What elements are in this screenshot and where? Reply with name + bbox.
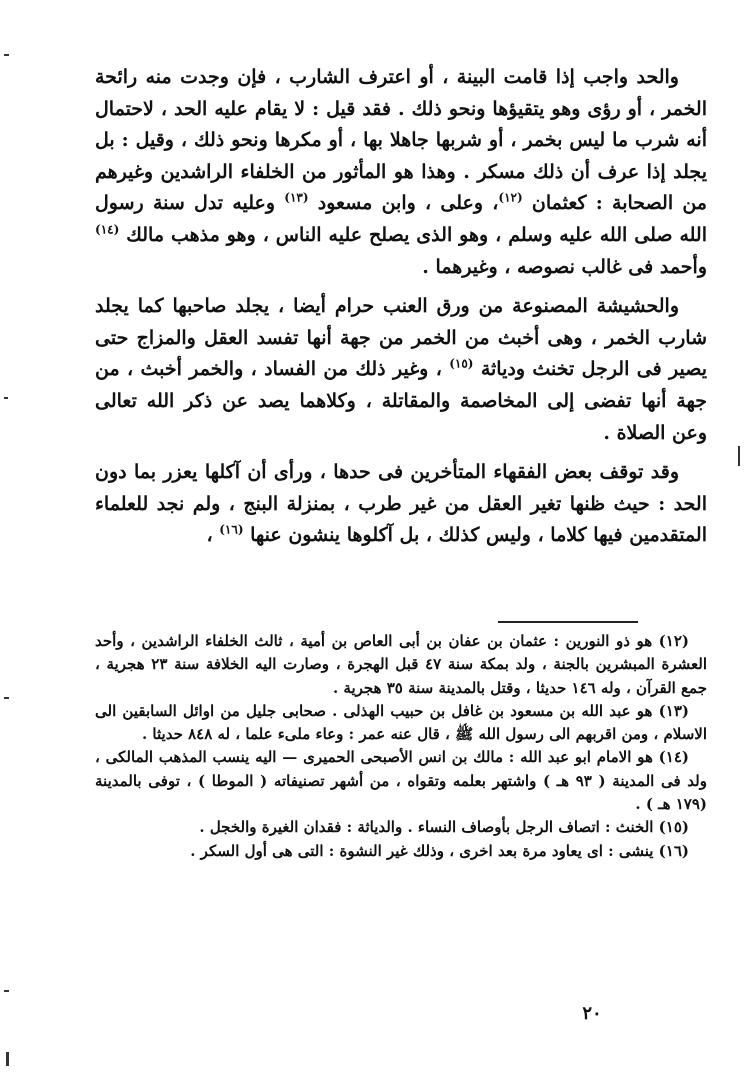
footnotes bbox=[95, 630, 707, 863]
scan-mark-left-2 bbox=[4, 397, 8, 399]
footnote-14: (١٤) هو الامام ابو عبد الله : مالك بن انس الأصبحى الحميرى — اليه ينسب المذهب المالكى ، ولد فى المدينة ( ٩٣ هـ ) واشتهر بعلمه وتقواه ، من أشهر تصنيفاته ( الموطا ) ، توفى بالمدينة (١٧٩ هـ ) . bbox=[95, 748, 707, 814]
scan-mark-right-1 bbox=[738, 446, 740, 466]
footnote-ref-14: (١٤) bbox=[95, 222, 120, 237]
footnote-separator bbox=[498, 621, 638, 623]
footnote-15: (١٥) الخنث : اتصاف الرجل بأوصاف النساء . والدياثة : فقدان الغيرة والخجل . bbox=[199, 818, 689, 837]
scan-mark-left-4 bbox=[4, 990, 9, 992]
footnote-ref-15: (١٥) bbox=[449, 357, 474, 372]
footnote-ref-12: (١٢) bbox=[498, 191, 523, 206]
scan-mark-left-5 bbox=[6, 1052, 9, 1066]
footnote-16: (١٦) ينشى : اى يعاود مرة بعد اخرى ، وذلك غير النشوة : التى هى أول السكر . bbox=[190, 841, 689, 860]
footnote-13: (١٣) هو عبد الله بن مسعود بن غافل بن حبيب الهذلى . صحابى جليل من اوائل السابقين الى الاسلام ، ومن اقربهم الى رسول الله ﷺ ، قال عنه عمر : وعاء ملىء علما ، له ٨٤٨ حديثا . bbox=[95, 701, 707, 744]
paragraph-3: وقد توقف بعض الفقهاء المتأخرين فى حدها ، ورأى أن آكلها يعزر بما دون الحد : حيث ظنها تغير العقل من غير طرب ، بمنزلة البنج ، ولم نجد للعلماء المتقدمين فيها كلاما ، وليس كذلك ، بل آكلوها ينشون عنها $^{(١٦)}$ ، bbox=[95, 461, 707, 547]
footnote-ref-13: (١٣) bbox=[284, 191, 309, 206]
scan-mark-left-1 bbox=[4, 54, 9, 56]
scan-mark-left-3 bbox=[4, 697, 9, 699]
paragraph-1: والحد واجب إذا قامت البينة ، أو اعترف الشارب ، فإن وجدت منه رائحة الخمر ، أو رؤى وهو يتقيؤها ونحو ذلك . فقد قيل : لا يقام عليه الحد ، لاحتمال أنه شرب ما ليس بخمر ، أو شربها جاهلا بها ، أو مكرها ونحو ذلك ، وقيل : بل يجلد إذا عرف أن ذلك مسكر . وهذا هو المأثور من الخلفاء الراشدين وغيرهم من الصحابة : كعثمان $^{(١٢)}$، وعلى ، وابن مسعود $^{(١٣)}$ وعليه تدل سنة رسول الله صلى الله عليه وسلم ، وهو الذى يصلح عليه الناس ، وهو مذهب مالك $^{(١٤)}$ وأحمد فى غالب نصوصه ، وغيرهما . bbox=[95, 66, 707, 278]
page-number: ٢٠ bbox=[582, 1003, 602, 1024]
footnote-ref-16: (١٦) bbox=[219, 522, 244, 537]
paragraph-2: والحشيشة المصنوعة من ورق العنب حرام أيضا ، يجلد صاحبها كما يجلد شارب الخمر ، وهى أخبث من الخمر من جهة أنها تفسد العقل والمزاج حتى يصير فى الرجل تخنث ودياثة $^{(١٥)}$ ، وغير ذلك من الفساد ، والخمر أخبث ، من جهة أنها تفضى إلى المخاصمة والمقاتلة ، وكلاهما يصد عن ذكر الله تعالى وعن الصلاة . bbox=[95, 295, 707, 444]
footnote-12: (١٢) هو ذو النورين : عثمان بن عفان بن أبى العاص بن أمية ، ثالث الخلفاء الراشدين ، وأحد العشرة المبشرين بالجنة ، ولد بمكة سنة ٤٧ قبل الهجرة ، وصارت اليه الخلافة سنة ٢٣ هجرية ، جمع القرآن ، وله ١٤٦ حديثا ، وقتل بالمدينة سنة ٣٥ هجرية . bbox=[95, 632, 708, 697]
main-text bbox=[95, 62, 707, 552]
